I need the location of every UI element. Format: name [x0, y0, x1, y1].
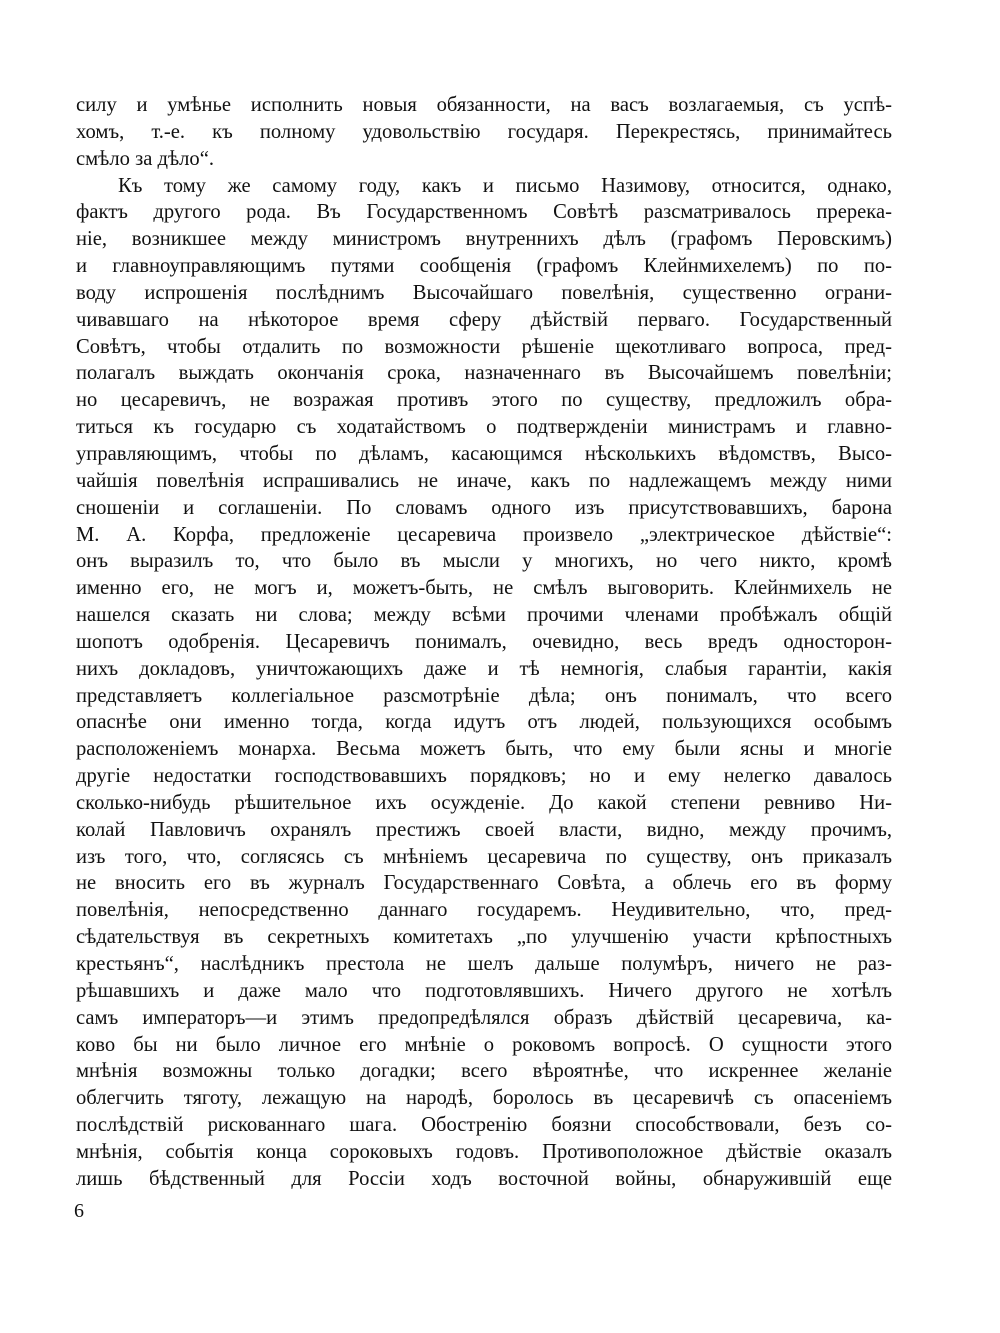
- text-line: хомъ, т.-е. къ полному удовольствію государя. Перекрестясь, принимайтесь: [76, 120, 892, 143]
- text-line: самъ императоръ—и этимъ предопредѣлялся образъ дѣйствій цесаревича, ка-: [76, 1006, 892, 1029]
- text-line: чивавшаго на нѣкоторое время сферу дѣйствій перваго. Государственный: [76, 308, 892, 331]
- text-line: Къ тому же самому году, какъ и письмо Назимову, относится, однако,: [118, 174, 892, 197]
- text-line: управляющимъ, чтобы по дѣламъ, касающимся нѣсколькихъ вѣдомствъ, Высо-: [76, 442, 892, 465]
- text-line: другіе недостатки господствовавшихъ порядковъ; но и ему нелегко давалось: [76, 765, 892, 788]
- text-line: представляетъ коллегіальное разсмотрѣніе дѣла; онъ понималъ, что всего: [76, 684, 892, 707]
- text-line: сколько-нибудь рѣшительное ихъ осужденіе. До какой степени ревниво Ни-: [76, 791, 892, 814]
- text-line: шопотъ одобренія. Цесаревичъ понималъ, очевидно, весь вредъ односторон-: [76, 630, 892, 653]
- body-text: [76, 92, 892, 1193]
- text-line: мнѣнія, событія конца сороковыхъ годовъ. Противоположное дѣйствіе оказалъ: [76, 1140, 892, 1163]
- text-line: опаснѣе они именно тогда, когда идутъ отъ людей, пользующихся особымъ: [76, 711, 892, 734]
- text-line: нихъ докладовъ, уничтожающихъ даже и тѣ немногія, слабыя гарантіи, какія: [76, 657, 892, 680]
- text-line: ково бы ни было личное его мнѣніе о роковомъ вопросѣ. О сущности этого: [76, 1033, 892, 1056]
- text-line: изъ того, что, соглясясь съ мнѣніемъ цесаревича по существу, онъ приказалъ: [76, 845, 892, 868]
- text-line: и главноуправляющимъ путями сообщенія (графомъ Клейнмихелемъ) по по-: [76, 255, 892, 278]
- text-line: Совѣтъ, чтобы отдалить по возможности рѣшеніе щекотливаго вопроса, пред-: [76, 335, 892, 358]
- text-line: смѣло за дѣло“.: [76, 147, 215, 170]
- text-line: колай Павловичъ охранялъ престижъ своей власти, видно, между прочимъ,: [76, 818, 892, 841]
- page-number: 6: [74, 1200, 84, 1222]
- text-line: фактъ другого рода. Въ Государственномъ Совѣтѣ разсматривалось пререка-: [76, 201, 892, 224]
- text-line: силу и умѣнье исполнить новыя обязанности, на васъ возлагаемыя, съ успѣ-: [76, 94, 892, 116]
- text-line: сношеніи и соглашеніи. По словамъ одного изъ присутствовавшихъ, барона: [76, 496, 892, 519]
- text-line: чайшія повелѣнія испрашивались не иначе, какъ по надлежащемъ между ними: [76, 469, 892, 492]
- text-line: мнѣнія возможны только догадки; всего вѣроятнѣе, что искреннее желаніе: [76, 1060, 892, 1083]
- text-line: расположеніемъ монарха. Весьма можетъ быть, что ему были ясны и многіе: [76, 738, 892, 761]
- text-line: рѣшавшихъ и даже мало что подготовлявшихъ. Ничего другого не хотѣлъ: [76, 979, 892, 1002]
- text-line: не вносить его въ журналъ Государственнаго Совѣта, а облечь его въ форму: [76, 872, 892, 895]
- text-line: лишь бѣдственный для Россіи ходъ восточной войны, обнаружившій еще: [76, 1167, 892, 1190]
- text-line: повелѣнія, непосредственно даннаго государемъ. Неудивительно, что, пред-: [76, 899, 892, 922]
- text-line: онъ выразилъ то, что было въ мысли у многихъ, но чего никто, кромѣ: [76, 550, 892, 573]
- text-line: воду испрошенія послѣднимъ Высочайшаго повелѣнія, существенно ограни-: [76, 281, 892, 304]
- text-line: но цесаревичъ, не возражая противъ этого по существу, предложилъ обра-: [76, 389, 892, 412]
- text-line: титься къ государю съ ходатайствомъ о подтвержденіи министрамъ и главно-: [76, 416, 892, 439]
- paragraph: [76, 92, 892, 173]
- text-line: сѣдательствуя въ секретныхъ комитетахъ „по улучшенію участи крѣпостныхъ: [76, 926, 892, 949]
- text-line: ніе, возникшее между министромъ внутреннихъ дѣлъ (графомъ Перовскимъ): [76, 228, 892, 251]
- paragraph: [76, 173, 892, 1193]
- text-line: послѣдствій рискованнаго шага. Обостренію боязни способствовали, безъ со-: [76, 1114, 892, 1137]
- text-line: нашелся сказать ни слова; между всѣми прочими членами пробѣжалъ общій: [76, 604, 892, 627]
- text-line: облегчить тяготу, лежащую на народѣ, боролось въ цесаревичѣ съ опасеніемъ: [76, 1087, 892, 1110]
- text-line: крестьянъ“, наслѣдникъ престола не шелъ дальше полумѣръ, ничего не раз-: [76, 953, 892, 975]
- text-line: полагалъ выждать окончанія срока, назначеннаго въ Высочайшемъ повелѣніи;: [76, 362, 892, 385]
- text-line: М. А. Корфа, предложеніе цесаревича произвело „электрическое дѣйствіе“:: [76, 523, 892, 546]
- text-line: именно его, не могъ и, можетъ-быть, не смѣлъ выговорить. Клейнмихель не: [76, 577, 892, 600]
